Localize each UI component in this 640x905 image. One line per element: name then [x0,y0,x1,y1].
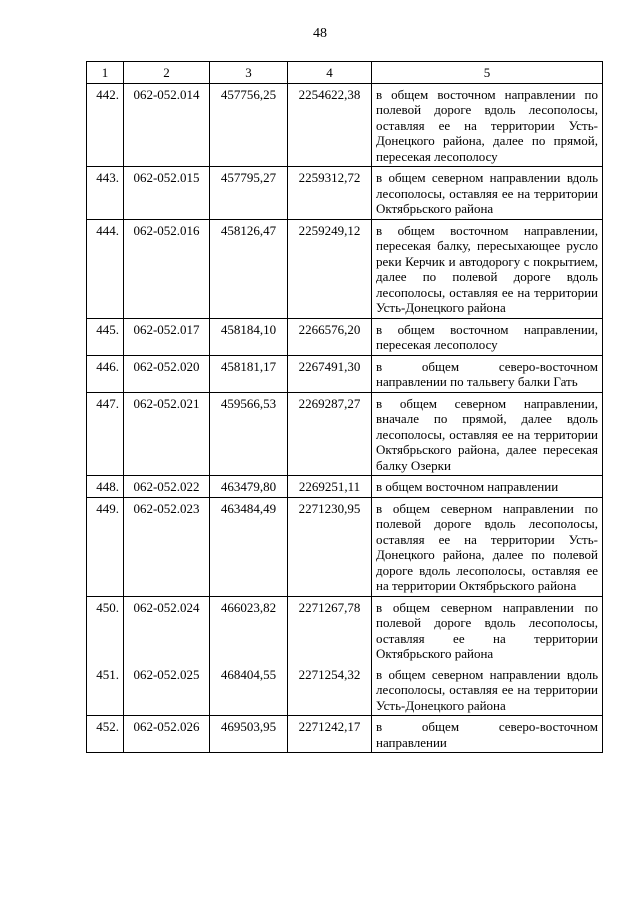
direction-description: в общем северном направлении по полевой дороге вдоль лесополосы, оставляя ее на территории Октябрьского района [372,596,603,664]
table-row [87,392,603,476]
row-number: 442. [87,83,124,167]
point-code: 062-052.015 [124,167,210,220]
point-code: 062-052.026 [124,716,210,753]
direction-description: в общем восточном направлении по полевой дороге вдоль лесополосы, оставляя ее на территории Усть-Донецкого района, далее по прямой, пересекая лесополосу [372,83,603,167]
row-number: 446. [87,355,124,392]
row-number: 448. [87,476,124,498]
coord-y: 2271267,78 [288,596,372,664]
point-code: 062-052.016 [124,219,210,318]
point-code: 062-052.022 [124,476,210,498]
direction-description: в общем восточном направлении, пересекая лесополосу [372,318,603,355]
header-col-4: 4 [288,62,372,84]
row-number: 444. [87,219,124,318]
point-code: 062-052.025 [124,664,210,716]
point-code: 062-052.017 [124,318,210,355]
coord-y: 2269251,11 [288,476,372,498]
coord-x: 463484,49 [210,497,288,596]
coord-y: 2269287,27 [288,392,372,476]
header-col-5: 5 [372,62,603,84]
table-row [87,167,603,220]
boundary-points-table [86,61,603,753]
point-code: 062-052.021 [124,392,210,476]
coord-x: 469503,95 [210,716,288,753]
coord-y: 2259249,12 [288,219,372,318]
direction-description: в общем восточном направлении [372,476,603,498]
header-col-3: 3 [210,62,288,84]
row-number: 445. [87,318,124,355]
coord-y: 2271242,17 [288,716,372,753]
direction-description: в общем северном направлении, вначале по прямой, далее вдоль лесополосы, оставляя ее на территории Октябрьского района, далее пересекая балку Озерки [372,392,603,476]
point-code: 062-052.014 [124,83,210,167]
row-number: 443. [87,167,124,220]
point-code: 062-052.020 [124,355,210,392]
coord-x: 458181,17 [210,355,288,392]
row-number: 451. [87,664,124,716]
direction-description: в общем северном направлении по полевой дороге вдоль лесополосы, оставляя ее на территории Усть-Донецкого района, далее по полевой дороге вдоль лесополосы, оставляя ее на территории Октябрьского района [372,497,603,596]
point-code: 062-052.023 [124,497,210,596]
row-number: 450. [87,596,124,664]
direction-description: в общем северном направлении вдоль лесополосы, оставляя ее на территории Октябрьского района [372,167,603,220]
direction-description: в общем восточном направлении, пересекая балку, пересыхающее русло реки Керчик и автодорогу с покрытием, далее по полевой дороге вдоль лесополосы, оставляя ее на территории Усть-Донецкого района [372,219,603,318]
coord-x: 458126,47 [210,219,288,318]
point-code: 062-052.024 [124,596,210,664]
coord-y: 2259312,72 [288,167,372,220]
table-row [87,318,603,355]
table-row [87,664,603,716]
table-header-row [87,62,603,84]
coord-y: 2267491,30 [288,355,372,392]
row-number: 452. [87,716,124,753]
coord-x: 463479,80 [210,476,288,498]
coord-y: 2266576,20 [288,318,372,355]
table-row [87,355,603,392]
table-row [87,716,603,753]
coord-x: 459566,53 [210,392,288,476]
page-number: 48 [313,26,327,41]
table-row [87,497,603,596]
table-row [87,596,603,664]
direction-description: в общем северо-восточном направлении [372,716,603,753]
coord-x: 468404,55 [210,664,288,716]
coord-x: 466023,82 [210,596,288,664]
coord-y: 2254622,38 [288,83,372,167]
table-row [87,83,603,167]
row-number: 447. [87,392,124,476]
row-number: 449. [87,497,124,596]
table-row [87,476,603,498]
header-col-2: 2 [124,62,210,84]
coord-y: 2271230,95 [288,497,372,596]
header-col-1: 1 [87,62,124,84]
coord-y: 2271254,32 [288,664,372,716]
direction-description: в общем северо-восточном направлении по тальвегу балки Гать [372,355,603,392]
coord-x: 457756,25 [210,83,288,167]
table-row [87,219,603,318]
direction-description: в общем северном направлении вдоль лесополосы, оставляя ее на территории Усть-Донецкого района [372,664,603,716]
coord-x: 457795,27 [210,167,288,220]
coord-x: 458184,10 [210,318,288,355]
